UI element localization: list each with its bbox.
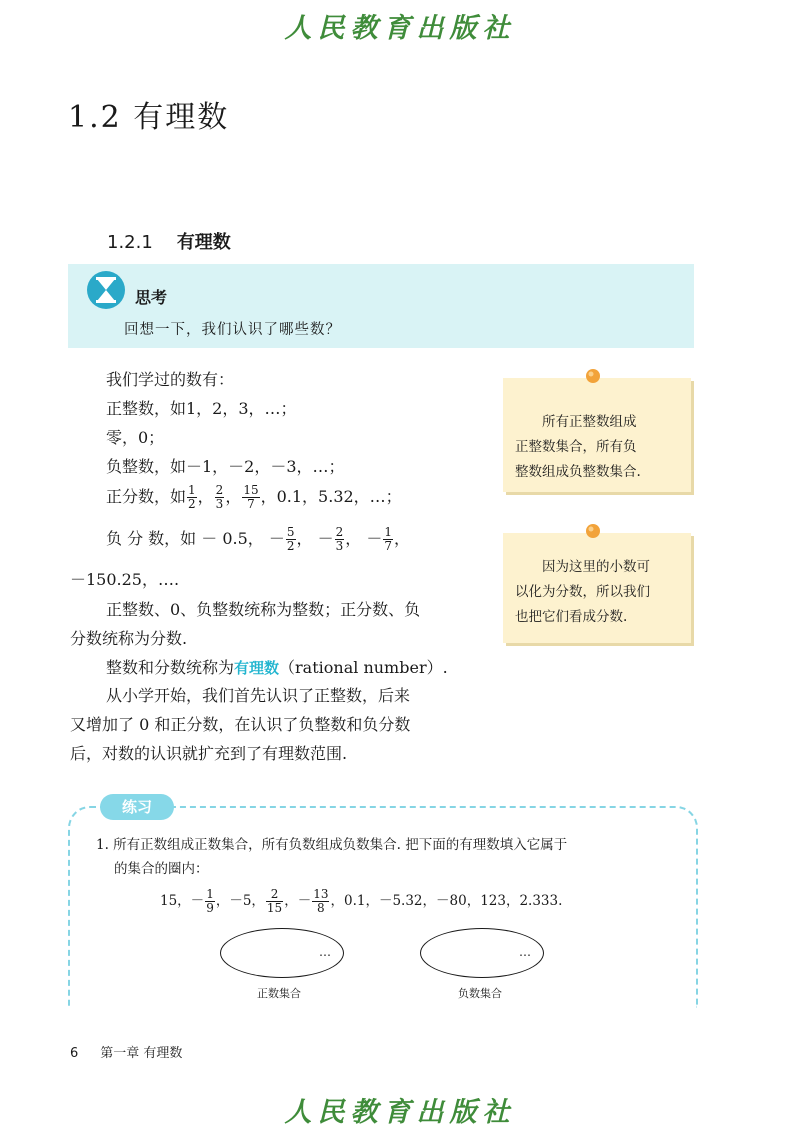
text: ，0.1，－5.32，－80，123，2.333. [330, 893, 563, 909]
intro-line: 我们学过的数有： [106, 370, 235, 389]
fraction: $\frac{2}{15}$ [266, 887, 283, 915]
margin-note [503, 378, 691, 492]
negative-integers-line: 负整数，如－1，－2，－3，…； [106, 457, 345, 476]
section-title [107, 228, 231, 254]
positive-set-ellipse [220, 928, 344, 978]
pin-icon [585, 523, 601, 539]
paragraph-line: 从小学开始，我们首先认识了正整数，后来 [106, 686, 411, 705]
fraction: $\frac{1}{7}$ [384, 525, 392, 553]
fraction: $\frac{13}{8}$ [313, 887, 329, 915]
fraction: $\frac{15}{7}$ [243, 483, 259, 511]
paragraph-line: 正整数、0、负整数统称为整数；正分数、负 [106, 600, 421, 619]
text: ，－ [284, 893, 312, 909]
note-line: 也把它们看成分数. [515, 609, 628, 625]
rational-definition-line [106, 658, 448, 678]
pin-icon [585, 368, 601, 384]
chapter-title: 1.2 有理数 [68, 100, 230, 135]
negative-set-ellipse [420, 928, 544, 978]
note-line: 正整数集合，所有负 [515, 439, 637, 455]
text: 正分数，如 [106, 487, 187, 506]
section-number: 1.2.1 [107, 232, 153, 253]
negative-set-caption: 负数集合 [458, 987, 502, 1000]
note-line: 整数组成负整数集合. [515, 464, 641, 480]
note-line: 以化为分数，所以我们 [515, 584, 650, 600]
note-line: 所有正整数组成 [542, 414, 637, 430]
text: 负 分 数，如 － 0.5， － [106, 529, 285, 548]
text: ， [394, 529, 411, 548]
paragraph-line: 又增加了 0 和正分数，在认识了负整数和负分数 [70, 715, 411, 734]
text: ， － [296, 529, 334, 548]
exercise-line: 的集合的圈内： [114, 861, 209, 877]
publisher-logo-top: 人民教育出版社 [284, 13, 516, 44]
fraction: $\frac{2}{3}$ [215, 483, 224, 511]
think-question: 回想一下，我们认识了哪些数？ [124, 322, 341, 338]
page-footer [70, 1042, 182, 1061]
publisher-logo-bottom: 人民教育出版社 [284, 1097, 516, 1128]
text: ， － [345, 529, 383, 548]
positive-set-caption: 正数集合 [257, 987, 301, 1000]
exercise-numbers [160, 888, 562, 915]
text: ，0.1，5.32，…； [260, 487, 402, 506]
think-label: 思考 [135, 288, 168, 307]
negative-fractions-continuation: －150.25，…. [70, 570, 180, 589]
negative-fractions-line [106, 526, 410, 553]
positive-integers-line: 正整数，如1，2，3，…； [106, 399, 297, 418]
text: 整数和分数统称为 [106, 658, 235, 677]
zero-line: 零，0； [106, 428, 165, 447]
paragraph-line: 后，对数的认识就扩充到了有理数范围. [70, 744, 348, 763]
paragraph-line: 分数统称为分数. [70, 629, 188, 648]
note-line: 因为这里的小数可 [542, 559, 650, 575]
ellipsis: … [319, 945, 331, 959]
ellipsis: … [519, 945, 531, 959]
practice-label: 练习 [100, 794, 174, 820]
text: （rational number）. [279, 658, 448, 677]
positive-fractions-line: 正分数，如 $\frac{1}{2}$ ， $\frac{2}{3}$ ， $\frac{15}{7}$ ，0.1，5.32，…； [106, 483, 402, 511]
fraction: $\frac{1}{9}$ [206, 887, 214, 915]
text: ，－5， [215, 893, 265, 909]
footer-chapter: 第一章 有理数 [100, 1046, 183, 1061]
hourglass-icon [86, 270, 126, 310]
text: 15，－ [160, 893, 205, 909]
page-number: 6 [70, 1046, 79, 1061]
rational-number-term: 有理数 [234, 659, 280, 677]
fraction: $\frac{5}{2}$ [286, 525, 295, 553]
fraction: $\frac{1}{2}$ [188, 483, 196, 511]
exercise-line: 1. 所有正数组成正数集合，所有负数组成负数集合. 把下面的有理数填入它属于 [96, 837, 568, 853]
section-name: 有理数 [176, 232, 231, 253]
margin-note [503, 533, 691, 643]
fraction: $\frac{2}{3}$ [335, 525, 344, 553]
